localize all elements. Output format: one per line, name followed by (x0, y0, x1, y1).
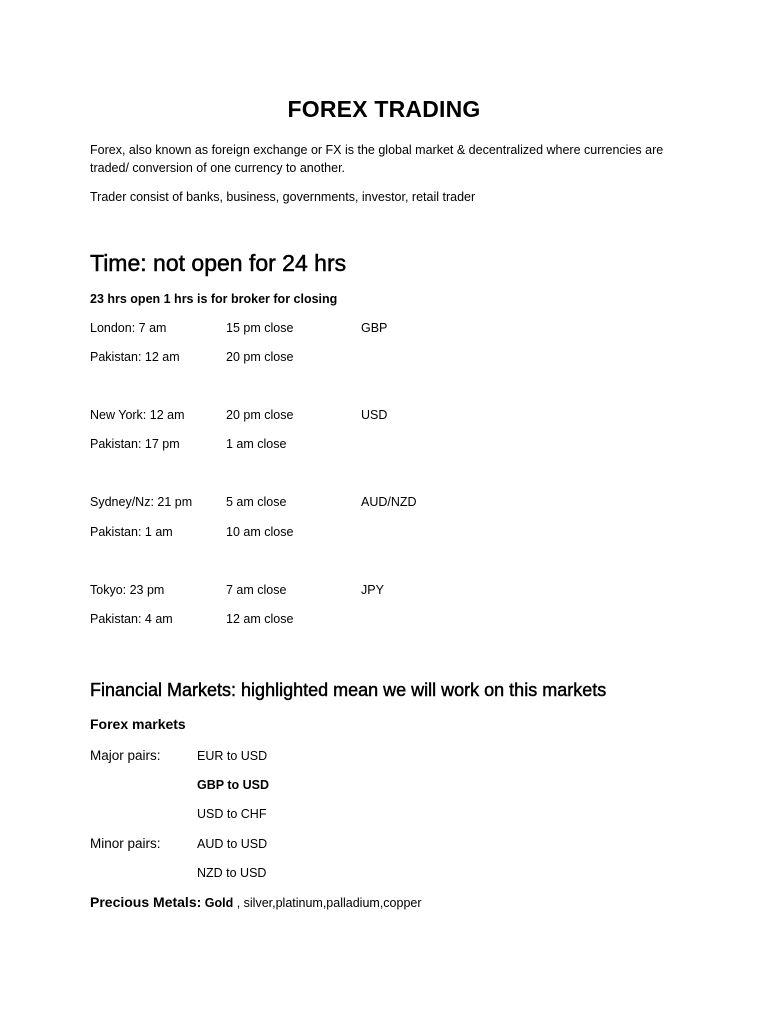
minor-pair-item: NZD to USD (197, 866, 267, 880)
precious-metals-line (90, 894, 422, 910)
session-currency: USD (361, 408, 388, 422)
time-note: 23 hrs open 1 hrs is for broker for closing (90, 292, 338, 306)
session-currency: JPY (361, 583, 384, 597)
session-close: 20 pm close (226, 408, 294, 422)
session-currency: GBP (361, 321, 388, 335)
precious-metals-rest: , silver,platinum,palladium,copper (233, 896, 422, 910)
precious-metals-gold: Gold (204, 896, 234, 910)
session-open: Pakistan: 4 am (90, 612, 173, 626)
session-open: Pakistan: 12 am (90, 350, 180, 364)
major-pair-item-highlighted: GBP to USD (197, 778, 269, 792)
session-close: 15 pm close (226, 321, 294, 335)
session-open: London: 7 am (90, 321, 167, 335)
session-close: 5 am close (226, 495, 287, 509)
precious-metals-label: Precious Metals: (90, 894, 202, 910)
minor-pairs-label: Minor pairs: (90, 836, 161, 851)
forex-markets-heading: Forex markets (90, 716, 186, 732)
session-open: Pakistan: 17 pm (90, 437, 180, 451)
session-open: Tokyo: 23 pm (90, 583, 165, 597)
markets-heading: Financial Markets: highlighted mean we will work on this markets (90, 680, 607, 700)
session-close: 12 am close (226, 612, 294, 626)
session-close: 1 am close (226, 437, 287, 451)
session-currency: AUD/NZD (361, 495, 417, 509)
session-open: New York: 12 am (90, 408, 185, 422)
session-open: Pakistan: 1 am (90, 525, 173, 539)
document-title: FOREX TRADING (287, 96, 481, 122)
traders-paragraph: Trader consist of banks, business, governments, investor, retail trader (90, 190, 476, 204)
minor-pair-item: AUD to USD (197, 837, 268, 851)
major-pairs-label: Major pairs: (90, 748, 161, 763)
session-close: 10 am close (226, 525, 294, 539)
session-close: 7 am close (226, 583, 287, 597)
time-heading: Time: not open for 24 hrs (90, 250, 347, 276)
session-open: Sydney/Nz: 21 pm (90, 495, 193, 509)
major-pair-item: EUR to USD (197, 749, 268, 763)
session-close: 20 pm close (226, 350, 294, 364)
intro-paragraph: Forex, also known as foreign exchange or FX is the global market & decentralized where currencies are traded/ conversion of one currency to another. (90, 143, 664, 175)
major-pair-item: USD to CHF (197, 807, 267, 821)
